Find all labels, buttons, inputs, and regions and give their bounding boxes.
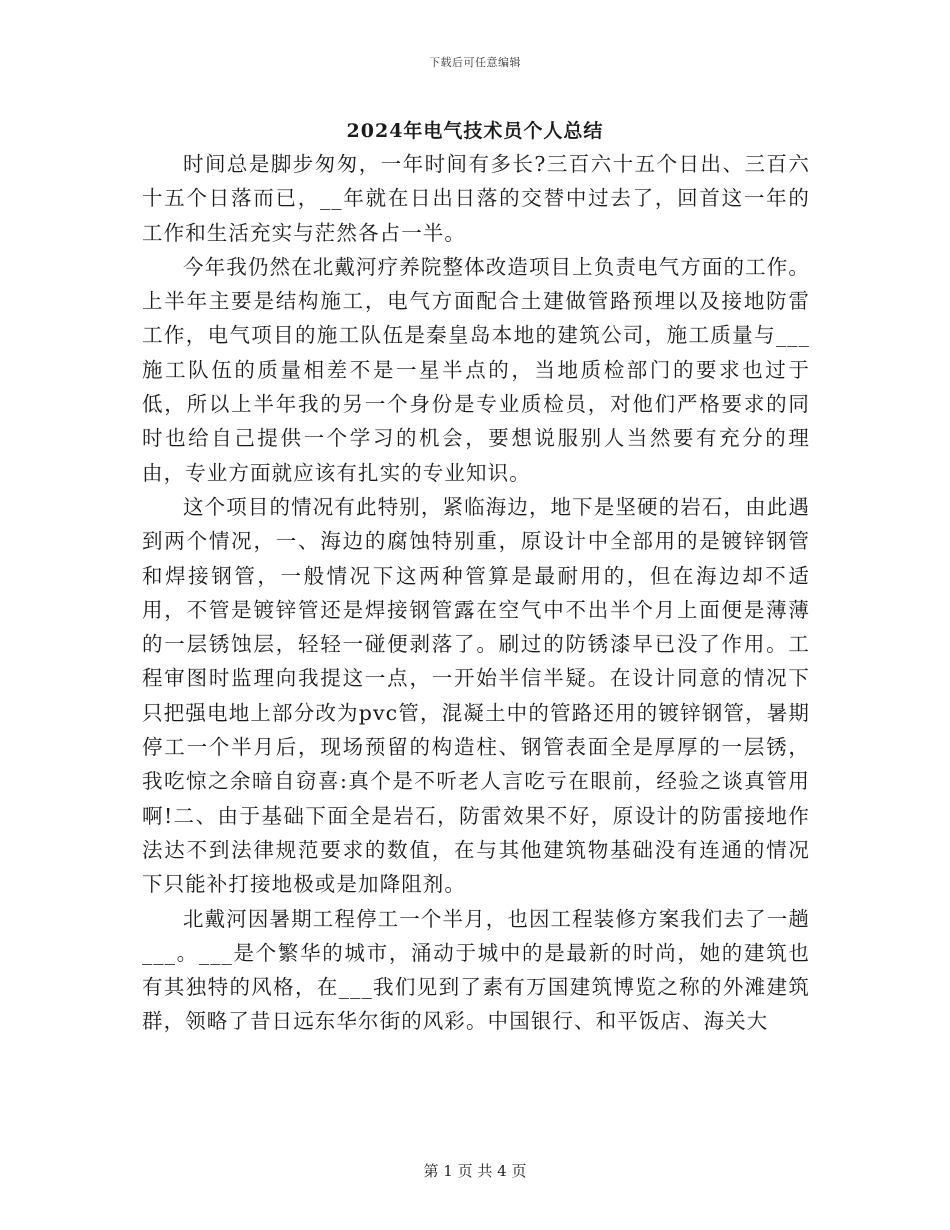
paragraph-work-overview: 今年我仍然在北戴河疗养院整体改造项目上负责电气方面的工作。上半年主要是结构施工，电气方面配合土建做管路预埋以及接地防雷工作，电气项目的施工队伍是秦皇岛本地的建筑公司，施工质量与___施工队伍的质量相差不是一星半点的，当地质检部门的要求也过于低，所以上半年我的另一个身份是专业质检员，对他们严格要求的同时也给自己提供一个学习的机会，要想说服别人当然要有充分的理由，专业方面就应该有扎实的专业知识。	[142, 254, 810, 485]
paragraph-project-conditions: 这个项目的情况有此特别，紧临海边，地下是坚硬的岩石，由此遇到两个情况，一、海边的腐蚀特别重，原设计中全部用的是镀锌钢管和焊接钢管，一般情况下这两种管算是最耐用的，但在海边却不适用，不管是镀锌管还是焊接钢管露在空气中不出半个月上面便是薄薄的一层锈蚀层，轻轻一碰便剥落了。刷过的防锈漆早已没了作用。工程审图时监理向我提这一点，一开始半信半疑。在设计同意的情况下只把强电地上部分改为pvc管，混凝土中的管路还用的镀锌钢管，暑期停工一个半月后，现场预留的构造柱、钢管表面全是厚厚的一层锈，我吃惊之余暗自窃喜:真个是不听老人言吃亏在眼前，经验之谈真管用啊!二、由于基础下面全是岩石，防雷效果不好，原设计的防雷接地作法达不到法律规范要求的数值，在与其他建筑物基础没有连通的情况下只能补打接地极或是加降阻剂。	[142, 494, 810, 897]
paragraph-intro: 时间总是脚步匆匆，一年时间有多长?三百六十五个日出、三百六十五个日落而已，__年就在日出日落的交替中过去了，回首这一年的工作和生活充实与茫然各占一半。	[142, 152, 810, 245]
document-body	[142, 147, 810, 1039]
document-title: 2024年电气技术员个人总结	[346, 120, 604, 142]
page-number: 第 1 页 共 4 页	[423, 1162, 527, 1180]
paragraph-trip: 北戴河因暑期工程停工一个半月，也因工程装修方案我们去了一趟___。___是个繁华的城市，涌动于城中的是最新的时尚，她的建筑也有其独特的风格，在___我们见到了素有万国建筑博览之称的外滩建筑群，领略了昔日远东华尔街的风彩。中国银行、和平饭店、海关大	[142, 906, 810, 1034]
page-header-note: 下载后可任意编辑	[429, 56, 521, 69]
